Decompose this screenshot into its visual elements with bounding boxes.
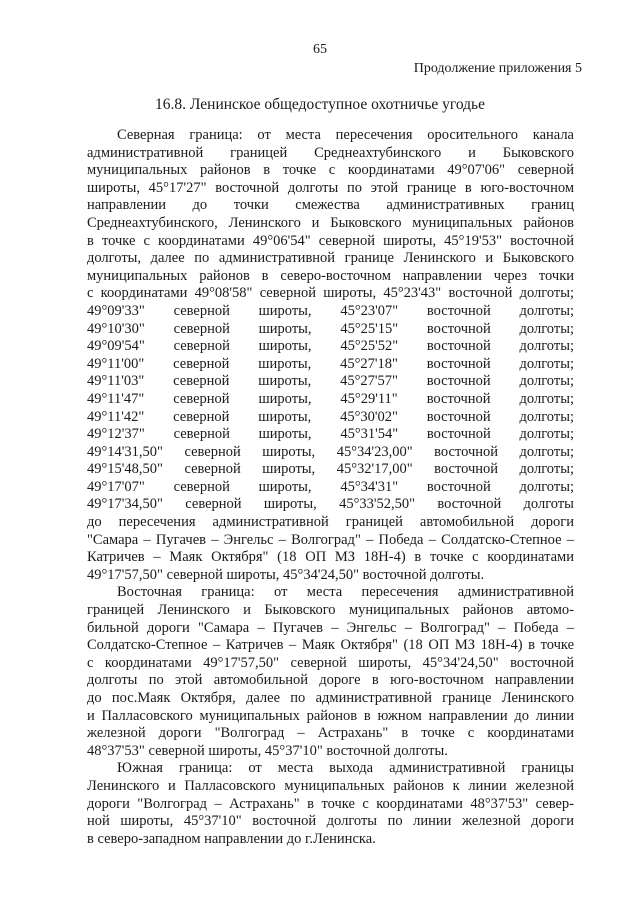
coordinate-cell: широты, [258,355,312,372]
coordinate-cell: 49°12'37" [87,426,145,443]
coordinate-cell: 49°11'00" [87,355,145,372]
north-boundary-continuation [87,514,574,584]
coordinate-cell: 49°15'48,50" [87,461,163,478]
coordinate-cell: долготы; [519,443,574,460]
coordinate-cell: долготы; [519,373,574,390]
text-line: широты, 45°17'27" восточной долготы по этой границе в юго-восточном [87,179,574,196]
coordinate-row [87,461,574,479]
text-line: 49°17'57,50" северной широты, 45°34'24,50" восточной долготы. [87,566,485,583]
coordinate-cell: 49°09'54" [87,338,145,355]
coordinate-cell: северной [173,426,230,443]
coordinate-cell: северной [173,302,230,319]
coordinate-cell: 45°32'17,00" [336,461,413,478]
coordinate-row [87,356,574,374]
coordinate-cell: долготы; [519,461,574,478]
coordinate-cell: северной [185,496,242,513]
coordinate-cell: долготы; [519,338,574,355]
body-text [87,127,574,848]
coordinate-cell: 49°10'30" [87,320,145,337]
coordinate-cell: северной [173,320,230,337]
south-boundary-paragraph [87,760,574,848]
coordinate-row [87,391,574,409]
text-line: ной широты, 45°37'10" восточной долготы по линии железной дороги [87,813,574,830]
text-line: муниципальных районов в северо-восточном направлении через точки [87,267,574,284]
coordinate-cell: восточной [426,478,491,495]
text-line: Среднеахтубинского, Ленинского и Быковского муниципальных районов [87,214,574,231]
coordinate-cell: северной [173,390,230,407]
coordinate-cell: 45°27'57" [340,373,398,390]
text-line: административной границей Среднеахтубинского и Быковского [87,144,574,161]
coordinate-cell: широты, [263,496,317,513]
text-line: до пос.Маяк Октября, далее по административной границе Ленинского [87,690,574,706]
text-line: с координатами 49°17'57,50" северной широты, 45°34'24,50" восточной [87,654,574,671]
coordinate-cell: широты, [262,461,316,478]
coordinate-cell: 45°25'52" [340,338,399,355]
coordinate-cell: широты, [262,443,316,460]
coordinate-cell: широты, [258,338,312,355]
coordinate-row [87,496,574,514]
coordinate-cell: долготы; [519,390,574,407]
north-coordinate-list [87,303,574,514]
text-line: с координатами 49°08'58" северной широты, 45°23'43" восточной долготы; [87,285,574,302]
coordinate-cell: широты, [258,408,312,425]
coordinate-cell: восточной [426,320,491,337]
text-line: и Палласовского муниципальных районов в южном направлении до линии [87,707,574,724]
text-line: Северная граница: от места пересечения оросительного канала [117,127,574,143]
coordinate-cell: 49°17'34,50" [87,496,163,513]
coordinate-cell: восточной [434,461,499,478]
text-line: бильной дороги "Самара – Пугачев – Энгельс – Волгоград" – Победа – [87,619,574,636]
coordinate-cell: 49°11'47" [87,390,145,407]
coordinate-cell: восточной [426,426,491,443]
coordinate-cell: восточной [426,338,491,355]
coordinate-cell: восточной [426,355,491,372]
coordinate-cell: 49°11'42" [87,408,145,425]
coordinate-cell: северной [173,478,230,495]
coordinate-cell: долготы [523,496,574,513]
coordinate-cell: 49°14'31,50" [87,443,163,460]
coordinate-row [87,426,574,444]
coordinate-cell: 45°34'23,00" [336,443,413,460]
coordinate-cell: 45°25'15" [340,320,399,337]
text-line: муниципальных районов в точке с координатами 49°07'06" северной [87,162,574,179]
text-line: 48°37'53" северной широты, 45°37'10" восточной долготы. [87,742,448,759]
coordinate-row [87,444,574,462]
coordinate-cell: восточной [426,390,491,407]
coordinate-cell: широты, [258,320,312,337]
coordinate-cell: 45°23'07" [340,302,399,319]
coordinate-cell: долготы; [519,478,574,495]
page-number: 65 [313,42,327,57]
coordinate-cell: северной [173,338,230,355]
coordinate-cell: долготы; [519,426,574,443]
text-line: дороги "Волгоград – Астрахань" в точке с координатами 48°37'53" север- [87,795,574,812]
coordinate-cell: восточной [434,443,499,460]
text-line: в точке с координатами 49°06'54" северной широты, 45°19'53" восточной [87,232,574,249]
coordinate-cell: долготы; [519,355,574,372]
text-line: Катричев – Маяк Октября" (18 ОП МЗ 18Н-4) в точке с координатами [87,549,574,566]
coordinate-cell: широты, [258,478,312,495]
coordinate-cell: широты, [258,390,312,407]
coordinate-cell: 49°11'03" [87,373,145,390]
coordinate-cell: северной [184,443,241,460]
coordinate-row [87,303,574,321]
coordinate-cell: долготы; [519,302,574,319]
text-line: долготы, далее по административной границе Ленинского и Быковского [87,250,574,267]
coordinate-cell: долготы; [519,408,574,425]
text-line: в северо-западном направлении до г.Ленинска. [87,830,376,847]
coordinate-cell: 45°33'52,50" [339,496,416,513]
coordinate-cell: восточной [426,373,491,390]
coordinate-cell: 49°17'07" [87,478,145,495]
appendix-note: Продолжение приложения 5 [413,61,582,76]
coordinate-row [87,321,574,339]
coordinate-cell: широты, [258,302,312,319]
text-line: до пересечения административной границей автомобильной дороги [87,514,574,531]
text-line: границей Ленинского и Быковского муниципальных районов автомо- [87,602,574,619]
coordinate-row [87,338,574,356]
section-title: 16.8. Ленинское общедоступное охотничье угодье [154,96,486,113]
coordinate-cell: 45°30'02" [340,408,398,425]
coordinate-cell: долготы; [519,320,574,337]
text-line: Южная граница: от места выхода административной границы [117,760,574,777]
text-line: "Самара – Пугачев – Энгельс – Волгоград" – Победа – Солдатско-Степное – [87,531,574,548]
coordinate-cell: 49°09'33" [87,302,145,319]
coordinate-cell: северной [173,355,230,372]
east-boundary-paragraph [87,584,574,760]
text-line: Ленинского и Палласовского муниципальных районов к линии железной [87,777,574,794]
coordinate-cell: 45°29'11" [340,390,398,407]
north-boundary-paragraph [87,127,574,303]
coordinate-cell: широты, [258,426,312,443]
coordinate-row [87,409,574,427]
coordinate-cell: широты, [258,373,312,390]
coordinate-cell: восточной [426,408,491,425]
text-line: Солдатско-Степное – Катричев – Маяк Октября" (18 ОП МЗ 18Н-4) в точке [87,637,574,654]
coordinate-row [87,479,574,497]
coordinate-row [87,373,574,391]
coordinate-cell: северной [184,461,241,478]
coordinate-cell: 45°27'18" [340,355,398,372]
coordinate-cell: восточной [437,496,502,513]
text-line: железной дороги "Волгоград – Астрахань" в точке с координатами [87,725,574,742]
text-line: направлении до точки смежества административных границ [87,197,574,214]
coordinate-cell: северной [173,373,230,390]
text-line: Восточная граница: от места пересечения административной [117,584,574,601]
text-line: долготы по этой автомобильной дороге в юго-восточном направлении [87,672,574,689]
coordinate-cell: 45°31'54" [340,426,399,443]
coordinate-cell: северной [173,408,230,425]
coordinate-cell: 45°34'31" [340,478,399,495]
coordinate-cell: восточной [426,302,491,319]
